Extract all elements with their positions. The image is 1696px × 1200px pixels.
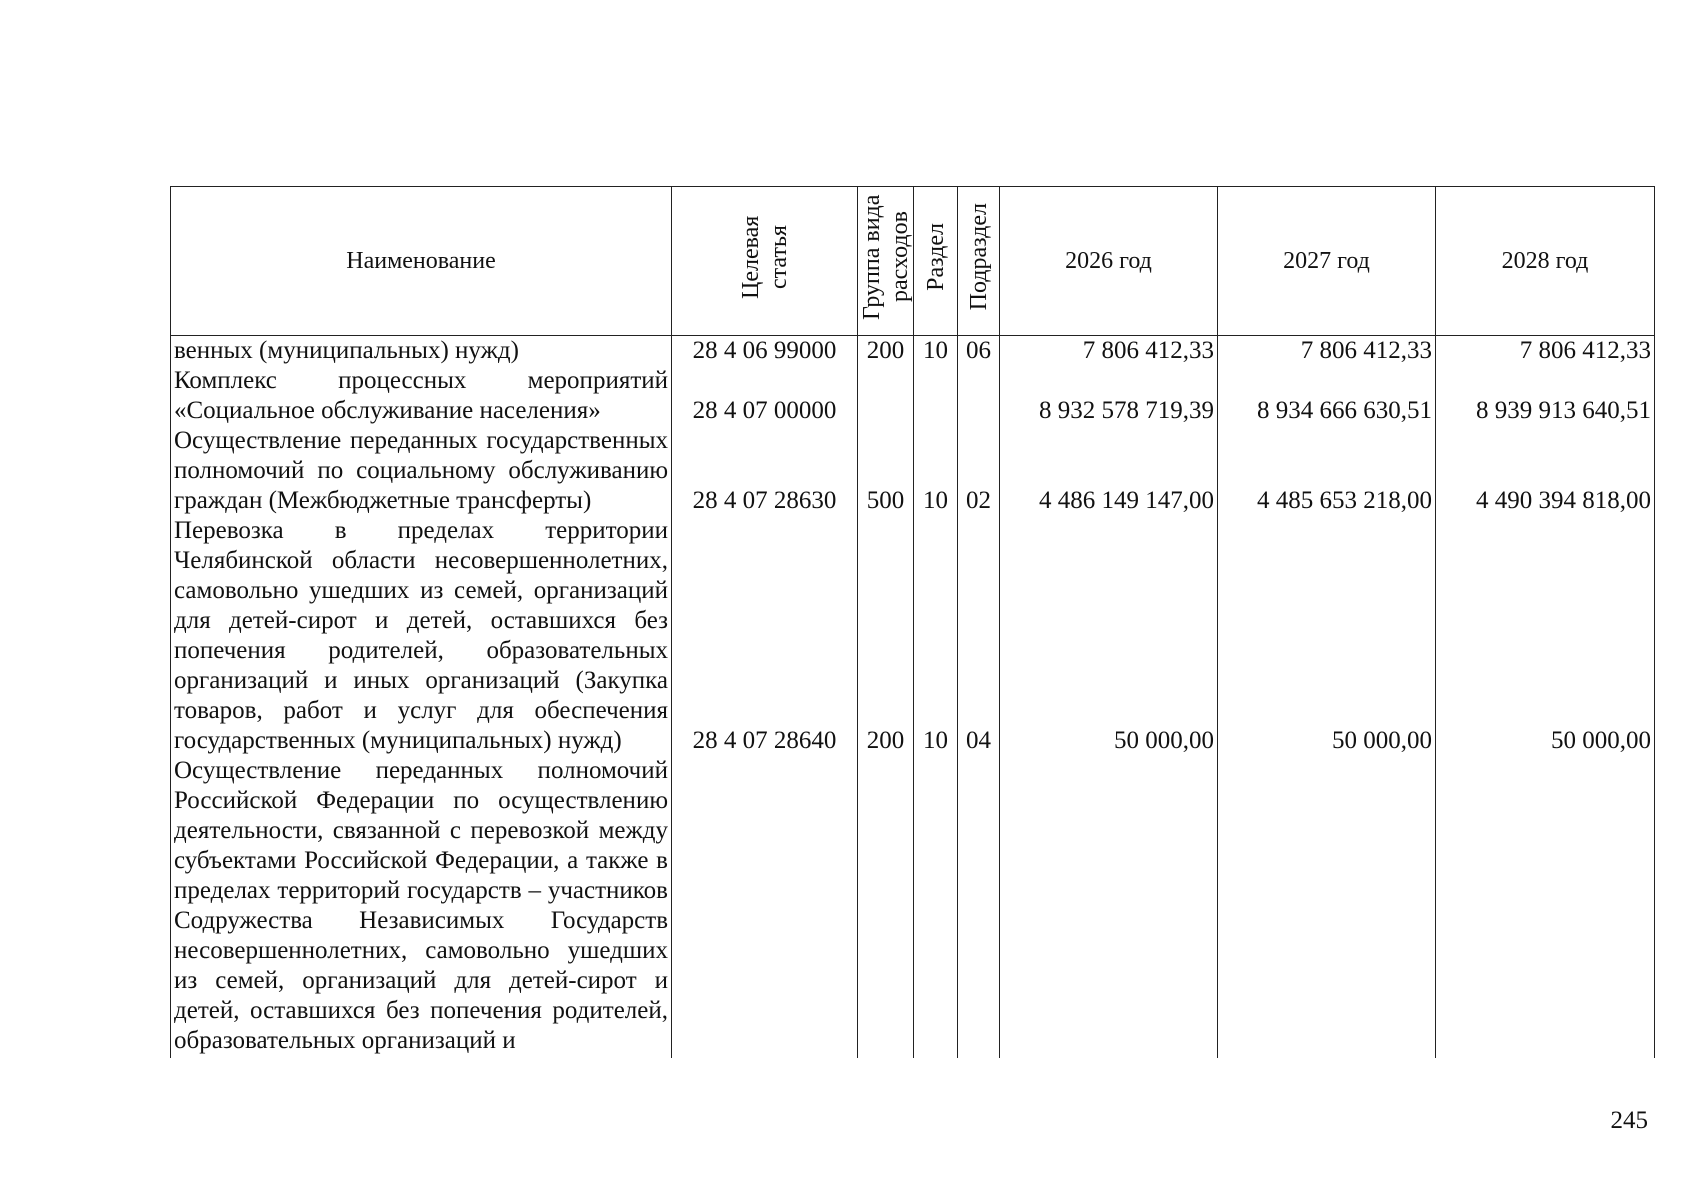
tail-cell [171,1056,672,1058]
header-name: Наименование [171,187,672,336]
row-name: Осуществление переданных полномочий Российской Федерации по осуществлению деятельности, связанной с перевозкой между субъектами Российской Федерации, а также в пределах территорий государств – участников Содружества Независимых Государств несовершеннолетних, самовольно ушедших из семей, организаций для детей-сирот и детей, оставшихся без попечения родителей, образовательных организаций и [171,756,672,1056]
tail-cell [1218,1056,1436,1058]
row-target-article: 28 4 07 28630 [672,426,858,516]
row-amount-2027: 7 806 412,33 [1218,336,1436,367]
row-amount-2026: 50 000,00 [1000,516,1218,756]
row-subsection [958,756,1000,1056]
row-target-article: 28 4 07 00000 [672,366,858,426]
row-amount-2028: 50 000,00 [1436,516,1655,756]
row-section [914,756,958,1056]
row-name: Комплекс процессных мероприятий «Социальное обслуживание населения» [171,366,672,426]
row-subsection: 02 [958,426,1000,516]
row-amount-2027: 8 934 666 630,51 [1218,366,1436,426]
row-expense-group: 500 [858,426,914,516]
row-subsection: 04 [958,516,1000,756]
row-section: 10 [914,516,958,756]
row-amount-2028: 4 490 394 818,00 [1436,426,1655,516]
header-year-2027: 2027 год [1218,187,1436,336]
row-subsection: 06 [958,336,1000,367]
tail-cell [858,1056,914,1058]
header-expense-group: Группа вида расходов [858,187,914,336]
row-section: 10 [914,336,958,367]
table-row [171,336,1655,367]
row-section [914,366,958,426]
row-amount-2028: 7 806 412,33 [1436,336,1655,367]
row-target-article: 28 4 07 28640 [672,516,858,756]
tail-cell [914,1056,958,1058]
table-header-row [171,187,1655,336]
header-year-2028: 2028 год [1436,187,1655,336]
table-row [171,426,1655,516]
table-tail-row [171,1056,1655,1058]
budget-table [170,186,1655,1058]
row-subsection [958,366,1000,426]
tail-cell [958,1056,1000,1058]
row-amount-2026 [1000,756,1218,1056]
row-target-article: 28 4 06 99000 [672,336,858,367]
row-target-article [672,756,858,1056]
row-amount-2028 [1436,756,1655,1056]
page-number: 245 [1610,1107,1648,1134]
budget-sheet [170,186,1654,1086]
row-name: Перевозка в пределах территории Челябинской области несовершеннолетних, самовольно ушедших из семей, организаций для детей-сирот и детей, оставшихся без попечения родителей, образовательных организаций и иных организаций (Закупка товаров, работ и услуг для обеспечения государственных (муниципальных) нужд) [171,516,672,756]
row-section: 10 [914,426,958,516]
tail-cell [1000,1056,1218,1058]
row-amount-2027: 50 000,00 [1218,516,1436,756]
table-row [171,366,1655,426]
table-row [171,516,1655,756]
header-target-article: Целевая статья [672,187,858,336]
row-amount-2027 [1218,756,1436,1056]
tail-cell [1436,1056,1655,1058]
row-name: венных (муниципальных) нужд) [171,336,672,367]
row-expense-group: 200 [858,336,914,367]
header-year-2026: 2026 год [1000,187,1218,336]
row-amount-2026: 4 486 149 147,00 [1000,426,1218,516]
tail-cell [672,1056,858,1058]
header-section: Раздел [914,187,958,336]
row-expense-group: 200 [858,516,914,756]
header-subsection: Подраздел [958,187,1000,336]
row-amount-2026: 7 806 412,33 [1000,336,1218,367]
row-name: Осуществление переданных государственных полномочий по социальному обслуживанию граждан (Межбюджетные трансферты) [171,426,672,516]
table-row [171,756,1655,1056]
row-amount-2026: 8 932 578 719,39 [1000,366,1218,426]
row-expense-group [858,756,914,1056]
row-expense-group [858,366,914,426]
row-amount-2028: 8 939 913 640,51 [1436,366,1655,426]
row-amount-2027: 4 485 653 218,00 [1218,426,1436,516]
